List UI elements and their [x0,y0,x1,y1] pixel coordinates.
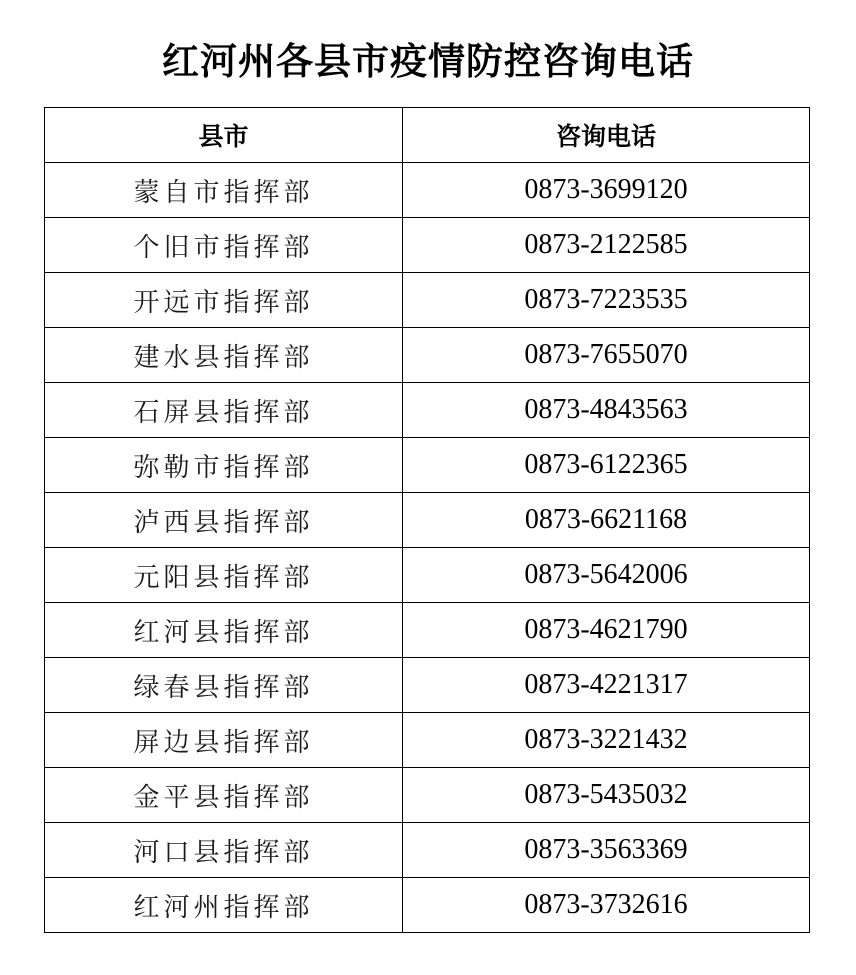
table-row [45,438,810,493]
county-cell: 元阳县指挥部 [45,548,403,603]
county-cell: 绿春县指挥部 [45,658,403,713]
table-row [45,548,810,603]
table-row [45,273,810,328]
phone-cell: 0873-3563369 [403,823,810,878]
table-row [45,823,810,878]
phone-cell: 0873-4621790 [403,603,810,658]
table-row [45,768,810,823]
county-cell: 河口县指挥部 [45,823,403,878]
phone-cell: 0873-3221432 [403,713,810,768]
table-row [45,878,810,933]
table-row [45,713,810,768]
phone-cell: 0873-7655070 [403,328,810,383]
phone-cell: 0873-3732616 [403,878,810,933]
county-cell: 红河县指挥部 [45,603,403,658]
phone-cell: 0873-2122585 [403,218,810,273]
county-cell: 屏边县指挥部 [45,713,403,768]
phone-cell: 0873-4221317 [403,658,810,713]
phone-cell: 0873-4843563 [403,383,810,438]
column-header-phone: 咨询电话 [403,108,810,163]
county-cell: 石屏县指挥部 [45,383,403,438]
page-title: 红河州各县市疫情防控咨询电话 [162,40,694,83]
table-row [45,658,810,713]
county-cell: 红河州指挥部 [45,878,403,933]
county-cell: 个旧市指挥部 [45,218,403,273]
table-row [45,163,810,218]
table-row [45,218,810,273]
phone-cell: 0873-3699120 [403,163,810,218]
table-header-row [45,108,810,163]
phone-cell: 0873-7223535 [403,273,810,328]
county-cell: 弥勒市指挥部 [45,438,403,493]
county-cell: 蒙自市指挥部 [45,163,403,218]
table-row [45,493,810,548]
phone-cell: 0873-6621168 [403,493,810,548]
table-row [45,328,810,383]
column-header-county: 县市 [45,108,403,163]
county-cell: 建水县指挥部 [45,328,403,383]
consultation-phone-table [44,107,810,933]
table-row [45,603,810,658]
county-cell: 开远市指挥部 [45,273,403,328]
phone-cell: 0873-5435032 [403,768,810,823]
phone-cell: 0873-5642006 [403,548,810,603]
table-row [45,383,810,438]
county-cell: 泸西县指挥部 [45,493,403,548]
county-cell: 金平县指挥部 [45,768,403,823]
phone-cell: 0873-6122365 [403,438,810,493]
